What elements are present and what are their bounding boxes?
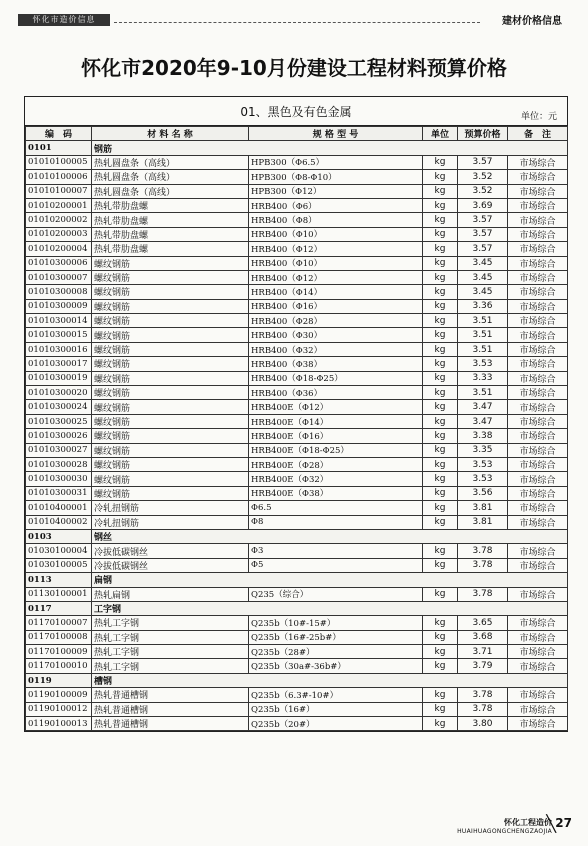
cell-name: 热轧工字钢 <box>92 659 249 673</box>
cell-unit: kg <box>423 342 458 356</box>
cell-note: 市场综合 <box>508 285 568 299</box>
table-row <box>26 544 568 558</box>
cell-unit: kg <box>423 299 458 313</box>
group-code: 0103 <box>26 529 92 543</box>
table-row <box>26 515 568 529</box>
cell-spec: Q235b（20#） <box>249 717 423 731</box>
table-row <box>26 270 568 284</box>
cell-price: 3.52 <box>458 184 508 198</box>
group-name: 工字钢 <box>92 601 568 615</box>
cell-unit: kg <box>423 328 458 342</box>
cell-price: 3.51 <box>458 328 508 342</box>
cell-spec: HRB400E（Φ38） <box>249 486 423 500</box>
cell-name: 螺纹钢筋 <box>92 270 249 284</box>
cell-price: 3.78 <box>458 702 508 716</box>
footer-slash: ╲ <box>546 814 556 833</box>
cell-spec: Q235b（28#） <box>249 645 423 659</box>
cell-unit: kg <box>423 702 458 716</box>
footer-brand <box>457 818 552 836</box>
cell-price: 3.57 <box>458 242 508 256</box>
cell-unit: kg <box>423 544 458 558</box>
cell-price: 3.57 <box>458 227 508 241</box>
col-header-price: 预算价格 <box>458 127 508 141</box>
cell-name: 冷轧扭钢筋 <box>92 515 249 529</box>
cell-code: 01130100001 <box>26 587 92 601</box>
cell-code: 01190100009 <box>26 688 92 702</box>
cell-price: 3.78 <box>458 544 508 558</box>
cell-spec: HRB400（Φ12） <box>249 270 423 284</box>
cell-name: 螺纹钢筋 <box>92 414 249 428</box>
cell-spec: HRB400（Φ18-Φ25） <box>249 371 423 385</box>
cell-name: 螺纹钢筋 <box>92 472 249 486</box>
cell-name: 螺纹钢筋 <box>92 371 249 385</box>
cell-code: 01010400001 <box>26 501 92 515</box>
cell-price: 3.78 <box>458 587 508 601</box>
table-row <box>26 702 568 716</box>
cell-code: 01010300020 <box>26 386 92 400</box>
cell-spec: HRB400（Φ6） <box>249 198 423 212</box>
cell-note: 市场综合 <box>508 256 568 270</box>
cell-unit: kg <box>423 688 458 702</box>
cell-name: 螺纹钢筋 <box>92 486 249 500</box>
cell-unit: kg <box>423 170 458 184</box>
table-group-row <box>26 529 568 543</box>
cell-note: 市场综合 <box>508 155 568 169</box>
col-header-code: 编 码 <box>26 127 92 141</box>
cell-spec: HRB400E（Φ14） <box>249 414 423 428</box>
cell-note: 市场综合 <box>508 314 568 328</box>
cell-unit: kg <box>423 630 458 644</box>
cell-name: 热轧工字钢 <box>92 645 249 659</box>
cell-note: 市场综合 <box>508 457 568 471</box>
cell-spec: HPB300（Φ8-Φ10） <box>249 170 423 184</box>
table-row <box>26 558 568 572</box>
footer-pinyin: HUAIHUAGONGCHENGZAOJIA <box>457 828 552 835</box>
cell-code: 01030100005 <box>26 558 92 572</box>
cell-spec: HPB300（Φ12） <box>249 184 423 198</box>
cell-spec: HPB300（Φ6.5） <box>249 155 423 169</box>
table-row <box>26 386 568 400</box>
cell-unit: kg <box>423 213 458 227</box>
cell-spec: HRB400（Φ16） <box>249 299 423 313</box>
cell-price: 3.56 <box>458 486 508 500</box>
cell-price: 3.78 <box>458 558 508 572</box>
cell-name: 螺纹钢筋 <box>92 285 249 299</box>
cell-note: 市场综合 <box>508 472 568 486</box>
cell-spec: HRB400（Φ28） <box>249 314 423 328</box>
cell-unit: kg <box>423 472 458 486</box>
cell-name: 螺纹钢筋 <box>92 429 249 443</box>
table-row <box>26 688 568 702</box>
cell-spec: HRB400（Φ10） <box>249 256 423 270</box>
price-table <box>25 126 568 731</box>
cell-spec: HRB400（Φ10） <box>249 227 423 241</box>
table-row <box>26 443 568 457</box>
cell-note: 市场综合 <box>508 170 568 184</box>
cell-code: 01190100012 <box>26 702 92 716</box>
cell-price: 3.45 <box>458 270 508 284</box>
cell-unit: kg <box>423 443 458 457</box>
cell-spec: HRB400（Φ32） <box>249 342 423 356</box>
cell-note: 市场综合 <box>508 299 568 313</box>
cell-note: 市场综合 <box>508 270 568 284</box>
table-row <box>26 227 568 241</box>
cell-unit: kg <box>423 227 458 241</box>
cell-note: 市场综合 <box>508 717 568 731</box>
cell-unit: kg <box>423 198 458 212</box>
table-row <box>26 299 568 313</box>
cell-code: 01170100008 <box>26 630 92 644</box>
cell-name: 螺纹钢筋 <box>92 357 249 371</box>
cell-spec: HRB400E（Φ28） <box>249 457 423 471</box>
cell-note: 市场综合 <box>508 587 568 601</box>
table-row <box>26 616 568 630</box>
group-name: 钢丝 <box>92 529 568 543</box>
cell-price: 3.81 <box>458 515 508 529</box>
cell-name: 热轧带肋盘螺 <box>92 242 249 256</box>
cell-price: 3.51 <box>458 342 508 356</box>
cell-code: 01190100013 <box>26 717 92 731</box>
cell-code: 01010300009 <box>26 299 92 313</box>
cell-price: 3.52 <box>458 170 508 184</box>
cell-unit: kg <box>423 414 458 428</box>
cell-spec: Q235b（6.3#-10#） <box>249 688 423 702</box>
cell-price: 3.51 <box>458 386 508 400</box>
cell-name: 螺纹钢筋 <box>92 443 249 457</box>
cell-note: 市场综合 <box>508 501 568 515</box>
cell-unit: kg <box>423 314 458 328</box>
cell-name: 冷拔低碳钢丝 <box>92 544 249 558</box>
cell-spec: Q235（综合） <box>249 587 423 601</box>
group-name: 槽钢 <box>92 673 568 687</box>
group-name: 钢筋 <box>92 141 568 155</box>
cell-price: 3.35 <box>458 443 508 457</box>
cell-unit: kg <box>423 645 458 659</box>
cell-name: 螺纹钢筋 <box>92 386 249 400</box>
cell-name: 热轧工字钢 <box>92 630 249 644</box>
cell-name: 螺纹钢筋 <box>92 342 249 356</box>
cell-code: 01010200001 <box>26 198 92 212</box>
cell-name: 热轧普通槽钢 <box>92 717 249 731</box>
page-title: 怀化市2020年9-10月份建设工程材料预算价格 <box>81 56 507 80</box>
cell-note: 市场综合 <box>508 645 568 659</box>
cell-note: 市场综合 <box>508 688 568 702</box>
table-row <box>26 342 568 356</box>
cell-unit: kg <box>423 717 458 731</box>
cell-unit: kg <box>423 558 458 572</box>
table-row <box>26 457 568 471</box>
cell-note: 市场综合 <box>508 400 568 414</box>
table-row <box>26 414 568 428</box>
cell-price: 3.53 <box>458 357 508 371</box>
cell-note: 市场综合 <box>508 702 568 716</box>
cell-unit: kg <box>423 357 458 371</box>
table-row <box>26 659 568 673</box>
table-header-row <box>26 127 568 141</box>
cell-code: 01010300007 <box>26 270 92 284</box>
cell-spec: Q235b（16#） <box>249 702 423 716</box>
cell-price: 3.33 <box>458 371 508 385</box>
cell-spec: HRB400（Φ8） <box>249 213 423 227</box>
cell-name: 热轧带肋盘螺 <box>92 198 249 212</box>
cell-note: 市场综合 <box>508 213 568 227</box>
cell-spec: HRB400（Φ12） <box>249 242 423 256</box>
table-row <box>26 371 568 385</box>
cell-unit: kg <box>423 659 458 673</box>
cell-note: 市场综合 <box>508 429 568 443</box>
cell-code: 01010200002 <box>26 213 92 227</box>
cell-name: 螺纹钢筋 <box>92 328 249 342</box>
cell-note: 市场综合 <box>508 616 568 630</box>
cell-unit: kg <box>423 386 458 400</box>
cell-spec: Q235b（30a#-36b#） <box>249 659 423 673</box>
col-header-note: 备 注 <box>508 127 568 141</box>
table-row <box>26 429 568 443</box>
cell-price: 3.79 <box>458 659 508 673</box>
table-row <box>26 645 568 659</box>
cell-price: 3.36 <box>458 299 508 313</box>
cell-name: 热轧圆盘条（高线） <box>92 155 249 169</box>
cell-code: 01170100010 <box>26 659 92 673</box>
table-group-row <box>26 601 568 615</box>
cell-code: 01010300008 <box>26 285 92 299</box>
cell-name: 热轧带肋盘螺 <box>92 227 249 241</box>
cell-name: 热轧带肋盘螺 <box>92 213 249 227</box>
cell-note: 市场综合 <box>508 242 568 256</box>
cell-note: 市场综合 <box>508 371 568 385</box>
group-code: 0101 <box>26 141 92 155</box>
cell-price: 3.45 <box>458 256 508 270</box>
cell-price: 3.71 <box>458 645 508 659</box>
cell-spec: HRB400E（Φ18-Φ25） <box>249 443 423 457</box>
cell-spec: Q235b（10#-15#） <box>249 616 423 630</box>
cell-note: 市场综合 <box>508 515 568 529</box>
cell-price: 3.69 <box>458 198 508 212</box>
cell-code: 01030100004 <box>26 544 92 558</box>
cell-note: 市场综合 <box>508 198 568 212</box>
table-group-row <box>26 673 568 687</box>
cell-spec: Q235b（16#-25b#） <box>249 630 423 644</box>
cell-code: 01010100005 <box>26 155 92 169</box>
table-row <box>26 472 568 486</box>
cell-note: 市场综合 <box>508 184 568 198</box>
cell-note: 市场综合 <box>508 357 568 371</box>
cell-price: 3.51 <box>458 314 508 328</box>
cell-price: 3.78 <box>458 688 508 702</box>
cell-spec: HRB400（Φ38） <box>249 357 423 371</box>
cell-unit: kg <box>423 587 458 601</box>
cell-name: 热轧普通槽钢 <box>92 702 249 716</box>
table-row <box>26 256 568 270</box>
cell-price: 3.53 <box>458 472 508 486</box>
cell-name: 冷拔低碳钢丝 <box>92 558 249 572</box>
section-bar <box>25 97 567 126</box>
cell-price: 3.45 <box>458 285 508 299</box>
cell-spec: HRB400E（Φ12） <box>249 400 423 414</box>
cell-code: 01010300026 <box>26 429 92 443</box>
cell-name: 热轧工字钢 <box>92 616 249 630</box>
cell-note: 市场综合 <box>508 486 568 500</box>
cell-name: 螺纹钢筋 <box>92 314 249 328</box>
section-title: 01、黑色及有色金属 <box>240 105 352 119</box>
cell-note: 市场综合 <box>508 342 568 356</box>
cell-name: 热轧圆盘条（高线） <box>92 184 249 198</box>
cell-unit: kg <box>423 270 458 284</box>
table-row <box>26 717 568 731</box>
cell-note: 市场综合 <box>508 328 568 342</box>
table-row <box>26 587 568 601</box>
table-row <box>26 285 568 299</box>
footer-title: 怀化工程造价 <box>504 818 552 827</box>
cell-name: 热轧扁钢 <box>92 587 249 601</box>
cell-unit: kg <box>423 256 458 270</box>
cell-price: 3.47 <box>458 400 508 414</box>
cell-name: 螺纹钢筋 <box>92 400 249 414</box>
cell-code: 01010300031 <box>26 486 92 500</box>
col-header-name: 材 料 名 称 <box>92 127 249 141</box>
cell-code: 01010300019 <box>26 371 92 385</box>
cell-unit: kg <box>423 400 458 414</box>
cell-spec: Φ3 <box>249 544 423 558</box>
table-row <box>26 242 568 256</box>
cell-note: 市场综合 <box>508 659 568 673</box>
cell-spec: HRB400（Φ14） <box>249 285 423 299</box>
cell-code: 01170100009 <box>26 645 92 659</box>
table-row <box>26 198 568 212</box>
cell-unit: kg <box>423 371 458 385</box>
group-name: 扁钢 <box>92 573 568 587</box>
cell-unit: kg <box>423 285 458 299</box>
cell-price: 3.80 <box>458 717 508 731</box>
table-row <box>26 357 568 371</box>
cell-code: 01010200004 <box>26 242 92 256</box>
cell-unit: kg <box>423 515 458 529</box>
cell-spec: Φ6.5 <box>249 501 423 515</box>
cell-name: 热轧普通槽钢 <box>92 688 249 702</box>
table-row <box>26 155 568 169</box>
table-row <box>26 170 568 184</box>
cell-price: 3.38 <box>458 429 508 443</box>
cell-note: 市场综合 <box>508 558 568 572</box>
header-rule <box>114 22 480 23</box>
cell-name: 热轧圆盘条（高线） <box>92 170 249 184</box>
cell-unit: kg <box>423 155 458 169</box>
cell-name: 螺纹钢筋 <box>92 256 249 270</box>
header-section-label: 建材价格信息 <box>502 16 562 27</box>
cell-spec: HRB400（Φ36） <box>249 386 423 400</box>
cell-code: 01010300016 <box>26 342 92 356</box>
table-row <box>26 314 568 328</box>
table-row <box>26 630 568 644</box>
cell-price: 3.68 <box>458 630 508 644</box>
cell-spec: HRB400E（Φ32） <box>249 472 423 486</box>
unit-label: 单位：元 <box>520 112 557 122</box>
cell-code: 01010400002 <box>26 515 92 529</box>
cell-code: 01010300027 <box>26 443 92 457</box>
price-sheet <box>24 96 568 732</box>
cell-price: 3.57 <box>458 155 508 169</box>
cell-note: 市场综合 <box>508 544 568 558</box>
cell-code: 01010100007 <box>26 184 92 198</box>
cell-name: 冷轧扭钢筋 <box>92 501 249 515</box>
cell-unit: kg <box>423 457 458 471</box>
cell-unit: kg <box>423 429 458 443</box>
cell-spec: HRB400（Φ30） <box>249 328 423 342</box>
col-header-unit: 单位 <box>423 127 458 141</box>
cell-spec: Φ5 <box>249 558 423 572</box>
cell-unit: kg <box>423 616 458 630</box>
table-group-row <box>26 573 568 587</box>
cell-code: 01010300006 <box>26 256 92 270</box>
cell-price: 3.53 <box>458 457 508 471</box>
cell-code: 01170100007 <box>26 616 92 630</box>
cell-note: 市场综合 <box>508 386 568 400</box>
cell-price: 3.47 <box>458 414 508 428</box>
table-row <box>26 213 568 227</box>
cell-unit: kg <box>423 501 458 515</box>
header-logo-mark: 怀化市造价信息 <box>18 14 110 26</box>
cell-note: 市场综合 <box>508 443 568 457</box>
cell-spec: Φ8 <box>249 515 423 529</box>
cell-code: 01010200003 <box>26 227 92 241</box>
cell-price: 3.81 <box>458 501 508 515</box>
cell-code: 01010300030 <box>26 472 92 486</box>
cell-note: 市场综合 <box>508 227 568 241</box>
page-number: 27 <box>555 816 572 830</box>
cell-price: 3.57 <box>458 213 508 227</box>
cell-code: 01010300025 <box>26 414 92 428</box>
group-code: 0113 <box>26 573 92 587</box>
cell-code: 01010300024 <box>26 400 92 414</box>
table-row <box>26 184 568 198</box>
cell-code: 01010100006 <box>26 170 92 184</box>
cell-note: 市场综合 <box>508 630 568 644</box>
table-row <box>26 486 568 500</box>
cell-unit: kg <box>423 184 458 198</box>
table-row <box>26 328 568 342</box>
cell-price: 3.65 <box>458 616 508 630</box>
table-row <box>26 501 568 515</box>
cell-name: 螺纹钢筋 <box>92 457 249 471</box>
cell-code: 01010300017 <box>26 357 92 371</box>
cell-code: 01010300015 <box>26 328 92 342</box>
cell-code: 01010300028 <box>26 457 92 471</box>
cell-code: 01010300014 <box>26 314 92 328</box>
cell-unit: kg <box>423 242 458 256</box>
table-group-row <box>26 141 568 155</box>
group-code: 0117 <box>26 601 92 615</box>
cell-note: 市场综合 <box>508 414 568 428</box>
cell-spec: HRB400E（Φ16） <box>249 429 423 443</box>
cell-name: 螺纹钢筋 <box>92 299 249 313</box>
table-row <box>26 400 568 414</box>
col-header-spec: 规 格 型 号 <box>249 127 423 141</box>
group-code: 0119 <box>26 673 92 687</box>
cell-unit: kg <box>423 486 458 500</box>
